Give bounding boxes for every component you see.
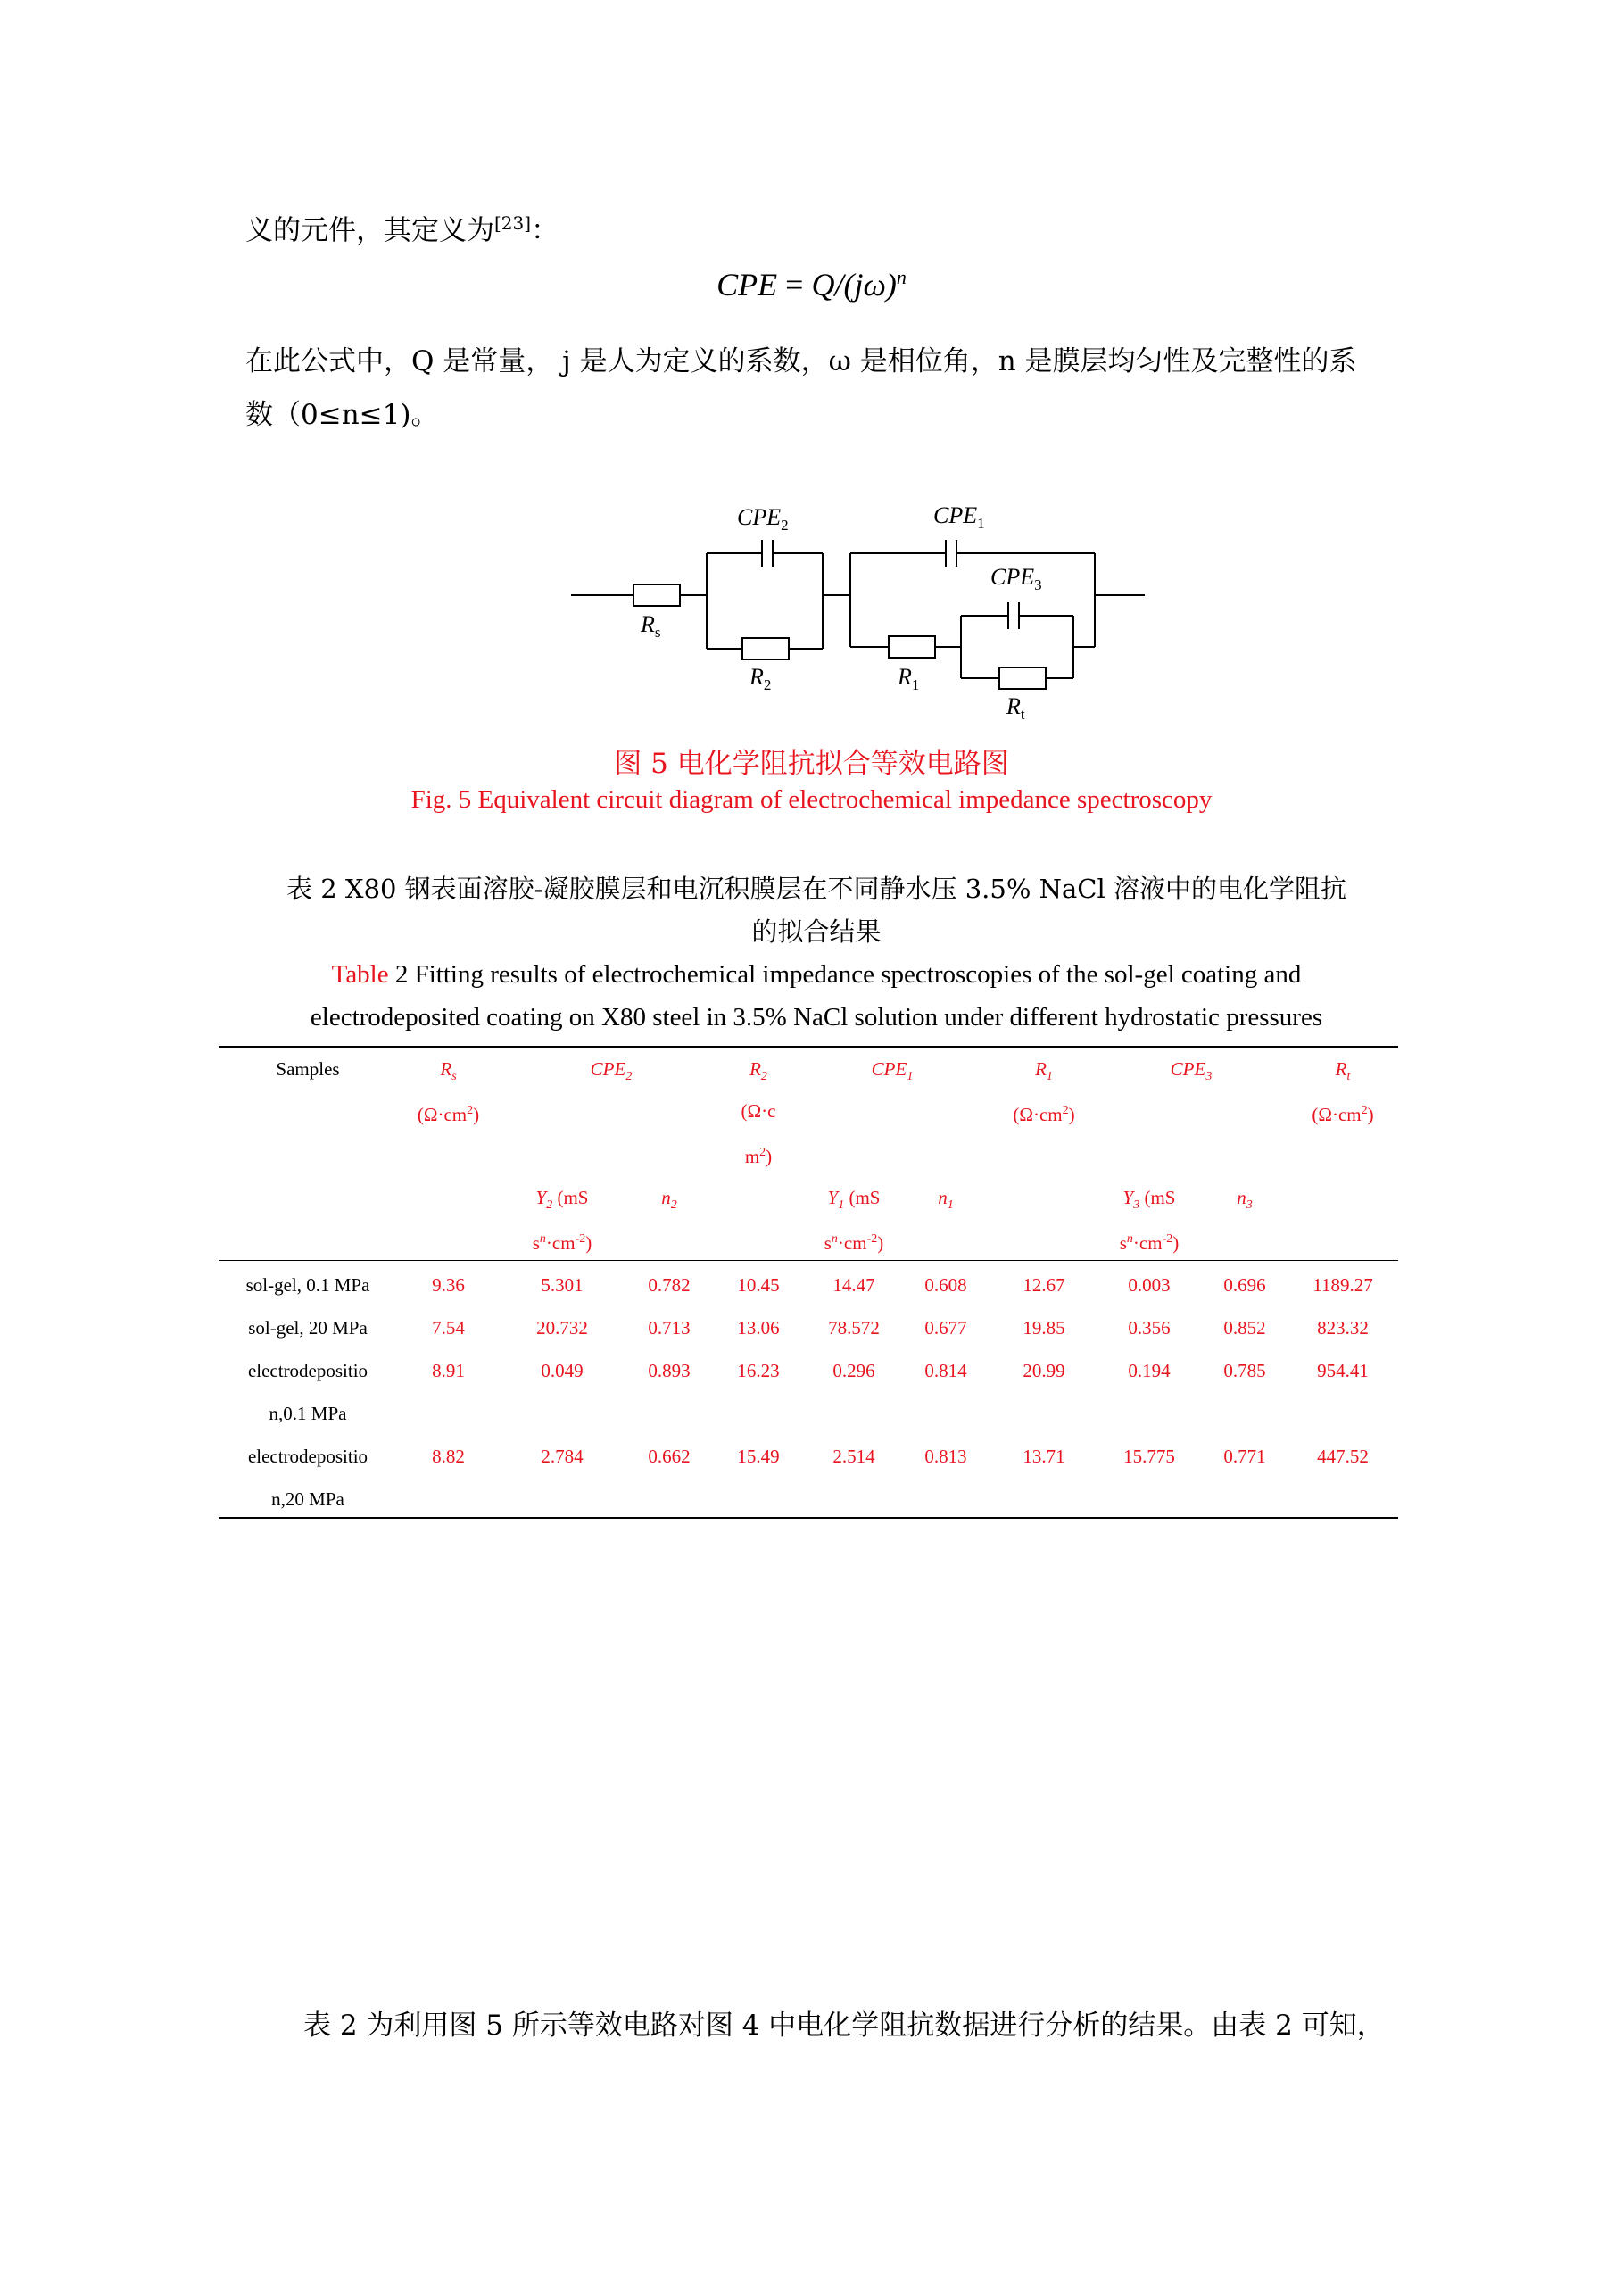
label-r1: $R_1$ [898, 664, 920, 693]
resistor-r1 [889, 636, 935, 658]
table-row-2-sample: electrodepositio [247, 1360, 368, 1381]
table-row-0-y2: 5.301 [541, 1274, 584, 1296]
table-row-0-n1: 0.608 [924, 1274, 967, 1296]
header-y2-unit: $s^n\cdot cm^{-2}$) [532, 1232, 592, 1254]
header-cpe2: $CPE_2$ [590, 1058, 633, 1084]
label-cpe1: $CPE_1$ [933, 502, 985, 532]
table-row-1-rs: 7.54 [432, 1317, 465, 1339]
table-row-1-y1: 78.572 [828, 1317, 880, 1339]
label-cpe3: $CPE_3$ [990, 564, 1042, 593]
label-rt: $R_t$ [1006, 693, 1025, 723]
table-row-1-y3: 0.356 [1128, 1317, 1171, 1339]
header-rs-unit: $(\Omega\cdot cm^2)$ [417, 1104, 480, 1125]
header-n1: $n_1$ [938, 1187, 954, 1213]
table-row-3-y2: 2.784 [541, 1446, 584, 1467]
header-n3: $n_3$ [1237, 1187, 1253, 1213]
intro-text: 义的元件，其定义为 [245, 214, 494, 247]
header-rs: $R_s$ [440, 1058, 457, 1084]
table-row-0-r2: 10.45 [737, 1274, 780, 1296]
table-row-2-n3: 0.785 [1223, 1360, 1266, 1381]
table-row-2-r1: 20.99 [1023, 1360, 1065, 1381]
table-row-3-r1: 13.71 [1023, 1446, 1065, 1467]
table-row-2-y1: 0.296 [832, 1360, 875, 1381]
table-row-3-sample: electrodepositio [247, 1446, 368, 1467]
header-y3-unit: $s^n\cdot cm^{-2}$) [1119, 1232, 1180, 1254]
header-y2: $Y_2$ (mS [535, 1187, 589, 1213]
table-row-1-rt: 823.32 [1317, 1317, 1369, 1339]
resistor-rt [999, 667, 1046, 689]
formula-exponent: n [896, 266, 907, 288]
table-top-rule [219, 1046, 1398, 1048]
header-r1: $R_1$ [1035, 1058, 1053, 1084]
equivalent-circuit-diagram [0, 0, 1623, 732]
formula-lhs: CPE [716, 267, 778, 303]
figure-caption-zh: 图 5 电化学阻抗拟合等效电路图 [614, 748, 1009, 780]
table-header-rule [219, 1260, 1398, 1261]
table-row-2-rs: 8.91 [432, 1360, 465, 1381]
header-r2: $R_2$ [749, 1058, 767, 1084]
header-cpe3: $CPE_3$ [1170, 1058, 1213, 1084]
header-rt: $R_t$ [1335, 1058, 1351, 1084]
table-row-1-n3: 0.852 [1223, 1317, 1266, 1339]
table-row-0-rt: 1189.27 [1312, 1274, 1373, 1296]
table-row-3-n2: 0.662 [648, 1446, 691, 1467]
header-r2-unit-2: $m^2$) [744, 1146, 773, 1167]
label-cpe2: $CPE_2$ [737, 504, 789, 534]
table-row-1-sample: sol-gel, 20 MPa [248, 1317, 368, 1339]
table-title-zh-2: 的拟合结果 [751, 916, 882, 947]
table-row-3-rs: 8.82 [432, 1446, 465, 1467]
table-row-2-y2: 0.049 [541, 1360, 584, 1381]
header-n2: $n_2$ [661, 1187, 677, 1213]
table-row-0-rs: 9.36 [432, 1274, 465, 1296]
table-title-en-1-rest: 2 Fitting results of electrochemical impedance spectroscopies of the sol-gel coating and [388, 960, 1302, 989]
table-row-1-n2: 0.713 [648, 1317, 691, 1339]
table-row-0-n3: 0.696 [1223, 1274, 1266, 1296]
header-y1: $Y_1$ (mS [827, 1187, 881, 1213]
table-row-0-sample: sol-gel, 0.1 MPa [245, 1274, 370, 1296]
table-row-1-r2: 13.06 [737, 1317, 780, 1339]
intro-colon: ： [531, 214, 559, 247]
explain-line-1: 在此公式中，Q 是常量， j 是人为定义的系数，ω 是相位角，n 是膜层均匀性及完整性的系 [245, 345, 1357, 377]
table-row-2-y3: 0.194 [1128, 1360, 1171, 1381]
resistor-rs [633, 584, 680, 606]
header-cpe1: $CPE_1$ [871, 1058, 914, 1084]
table-row-1-y2: 20.732 [536, 1317, 588, 1339]
header-r2-unit-1: (Ω·c [741, 1100, 776, 1122]
explain-line-2: 数（0≤n≤1)。 [245, 399, 439, 431]
formula-eq: = [777, 267, 812, 303]
header-samples: Samples [276, 1058, 340, 1080]
table-row-2-n1: 0.814 [924, 1360, 967, 1381]
table-row-3-r2: 15.49 [737, 1446, 780, 1467]
table-row-0-n2: 0.782 [648, 1274, 691, 1296]
header-y3: $Y_3$ (mS [1122, 1187, 1176, 1213]
label-r2: $R_2$ [749, 664, 772, 693]
header-y1-unit: $s^n\cdot cm^{-2}$) [824, 1232, 884, 1254]
table-row-3-n3: 0.771 [1223, 1446, 1266, 1467]
table-row-0-y1: 14.47 [832, 1274, 875, 1296]
figure-caption-en: Fig. 5 Equivalent circuit diagram of electrochemical impedance spectroscopy [410, 785, 1213, 814]
table-row-2-n2: 0.893 [648, 1360, 691, 1381]
table-title-zh-1: 表 2 X80 钢表面溶胶-凝胶膜层和电沉积膜层在不同静水压 3.5% NaCl 溶液中的电化学阻抗 [286, 874, 1346, 904]
closing-paragraph: 表 2 为利用图 5 所示等效电路对图 4 中电化学阻抗数据进行分析的结果。由表 2 可知， [303, 2010, 1385, 2042]
table-title-en-2: electrodeposited coating on X80 steel in 3.5% NaCl solution under different hydrostatic pressures [310, 1003, 1323, 1032]
table-title-en-1 [241, 953, 1392, 996]
table-row-3-sample-cont: n,20 MPa [271, 1488, 344, 1510]
table-row-2-r2: 16.23 [737, 1360, 780, 1381]
table-row-2-sample-cont: n,0.1 MPa [269, 1403, 347, 1424]
header-rt-unit: $(\Omega\cdot cm^2)$ [1312, 1104, 1374, 1125]
table-row-2-rt: 954.41 [1317, 1360, 1369, 1381]
table-row-0-y3: 0.003 [1128, 1274, 1171, 1296]
table-row-1-n1: 0.677 [924, 1317, 967, 1339]
citation-ref: [23] [494, 212, 532, 234]
table-row-1-r1: 19.85 [1023, 1317, 1065, 1339]
table-row-0-r1: 12.67 [1023, 1274, 1065, 1296]
table-bottom-rule [219, 1517, 1398, 1519]
table-label: Table [331, 960, 389, 989]
table-row-3-rt: 447.52 [1317, 1446, 1369, 1467]
table-row-3-y3: 15.775 [1123, 1446, 1175, 1467]
table-row-3-y1: 2.514 [832, 1446, 875, 1467]
table-row-3-n1: 0.813 [924, 1446, 967, 1467]
formula-rhs: Q/(jω) [811, 267, 897, 303]
resistor-r2 [742, 638, 789, 659]
label-rs: $R_s$ [641, 611, 661, 641]
header-r1-unit: $(\Omega\cdot cm^2)$ [1013, 1104, 1075, 1125]
